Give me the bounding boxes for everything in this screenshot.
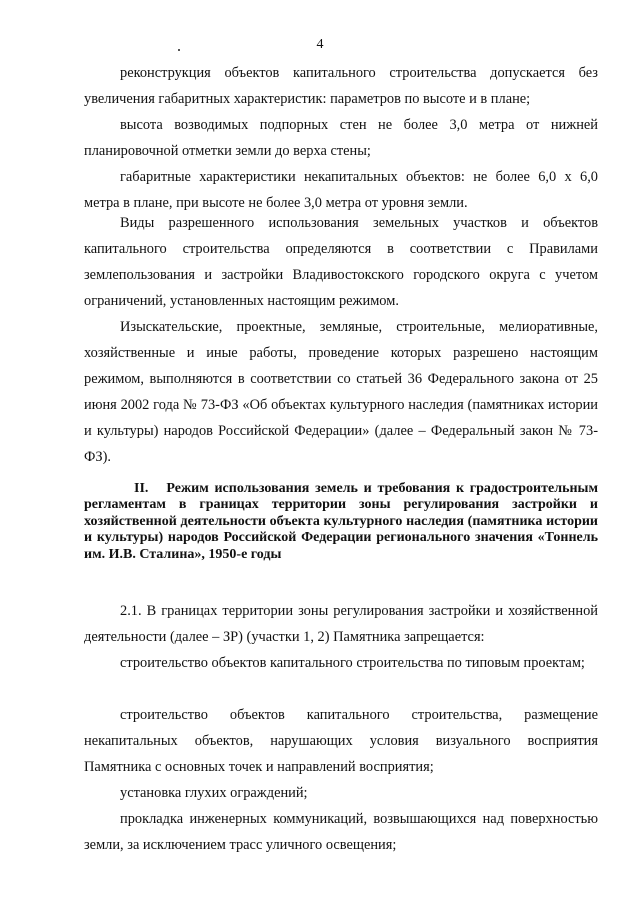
paragraph-works: Изыскательские, проектные, земляные, строительные, мелиоративные, хозяйственные и иные работы, проведение которых разрешено настоящим режимом, выполняются в соответствии со статьей 36 Федерального закона от 25 июня 2002 года № 73-ФЗ «Об объектах культурного наследия (памятниках истории и культуры) народов Российской Федерации» (далее – Федеральный закон № 73-ФЗ). <box>84 319 598 465</box>
section-heading <box>84 481 598 563</box>
page-number: 4 <box>316 37 324 52</box>
paragraph-2-1: 2.1. В границах территории зоны регулирования застройки и хозяйственной деятельности (далее – ЗР) (участки 1, 2) Памятника запрещается: <box>84 603 598 645</box>
paragraph-retaining-walls: высота возводимых подпорных стен не более 3,0 метра от нижней планировочной отметки земли до верха стены; <box>84 117 598 159</box>
section-number: II. <box>134 481 149 496</box>
list-item-solid-fences: установка глухих ограждений; <box>120 785 308 801</box>
paragraph-dimensions: габаритные характеристики некапитальных объектов: не более 6,0 х 6,0 метра в плане, при высоте не более 3,0 метра от уровня земли. <box>84 169 598 211</box>
paragraph-permitted-use: Виды разрешенного использования земельных участков и объектов капитального строительства определяются в соответствии с Правилами землепользования и застройки Владивостокского городского округа с учетом ограничений, установленных настоящим режимом. <box>84 215 598 309</box>
paragraph-reconstruction: реконструкция объектов капитального строительства допускается без увеличения габаритных характеристик: параметров по высоте и в плане; <box>84 65 598 107</box>
section-title: Режим использования земель и требования к градостроительным регламентам в границах территории зоны регулирования застройки и хозяйственной деятельности объекта культурного наследия (памятника истории и культуры) народов Российской Федерации регионального значения «Тоннель им. И.В. Сталина», 1950-е годы <box>84 481 598 562</box>
list-item-visual-perception: строительство объектов капитального строительства, размещение некапитальных объектов, нарушающих условия визуального восприятия Памятника с основных точек и направлений восприятия; <box>84 707 598 775</box>
list-item-utilities: прокладка инженерных коммуникаций, возвышающихся над поверхностью земли, за исключением трасс уличного освещения; <box>84 811 598 853</box>
list-item-typical-projects: строительство объектов капитального строительства по типовым проектам; <box>120 655 585 671</box>
